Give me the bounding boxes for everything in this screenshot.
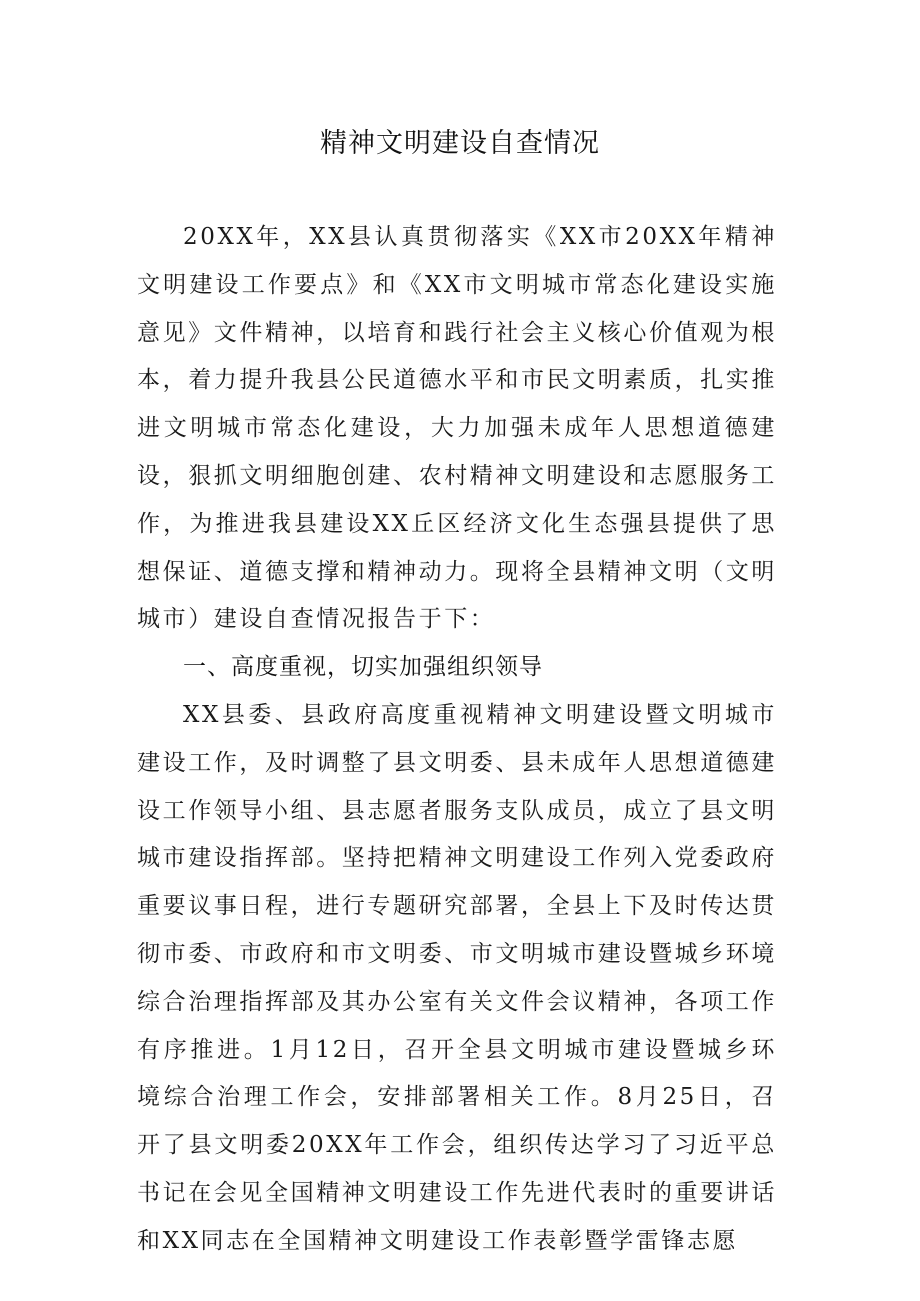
intro-paragraph: 20XX年，XX县认真贯彻落实《XX市20XX年精神文明建设工作要点》和《XX市文明城市常态化建设实施意见》文件精神，以培育和践行社会主义核心价值观为根本，着力提升我县公民道德水平和市民文明素质，扎实推进文明城市常态化建设，大力加强未成年人思想道德建设，狠抓文明细胞创建、农村精神文明建设和志愿服务工作，为推进我县建设XX丘区经济文化生态强县提供了思想保证、道德支撑和精神动力。现将全县精神文明（文明城市）建设自查情况报告于下：	[137, 224, 777, 633]
section-paragraph: XX县委、县政府高度重视精神文明建设暨文明城市建设工作，及时调整了县文明委、县未成年人思想道德建设工作领导小组、县志愿者服务支队成员，成立了县文明城市建设指挥部。坚持把精神文明建设工作列入党委政府重要议事日程，进行专题研究部署，全县上下及时传达贯彻市委、市政府和市文明委、市文明城市建设暨城乡环境综合治理指挥部及其办公室有关文件会议精神，各项工作有序推进。1月12日，召开全县文明城市建设暨城乡环境综合治理工作会，安排部署相关工作。8月25日，召开了县文明委20XX年工作会，组织传达学习了习近平总书记在会见全国精神文明建设工作先进代表时的重要讲话和XX同志在全国精神文明建设工作表彰暨学雷锋志愿	[137, 701, 777, 1254]
document-body	[137, 214, 777, 1266]
document-title: 精神文明建设自查情况	[320, 128, 600, 159]
section-heading: 一、高度重视，切实加强组织领导	[183, 654, 543, 681]
